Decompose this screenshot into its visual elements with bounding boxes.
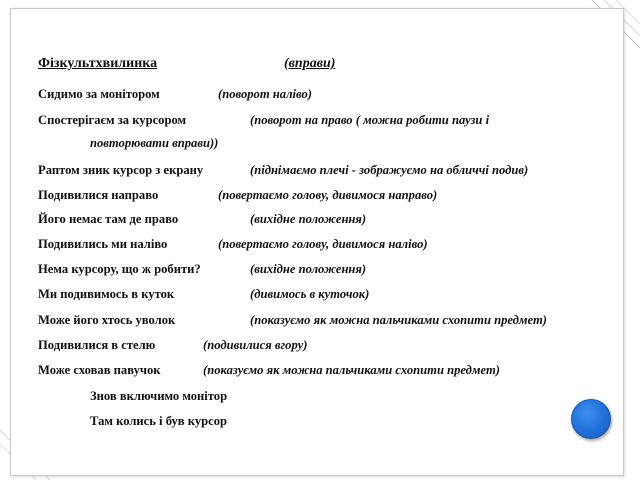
verse-action: (показуємо як можна пальчиками схопити предмет)	[250, 313, 547, 327]
verse-text: Раптом зник курсор з екрану	[38, 163, 204, 177]
verse-line	[38, 338, 308, 353]
verse-line	[38, 287, 370, 302]
verse-line	[38, 188, 438, 203]
verse-action: (повертаємо голову, дивимося наліво)	[218, 237, 428, 251]
slide-subtitle: (вправи)	[284, 56, 336, 71]
verse-line	[38, 87, 312, 102]
verse-action: (вихідне положення)	[250, 212, 367, 226]
verse-line	[38, 363, 500, 378]
verse-text: Може його хтось уволок	[38, 313, 176, 327]
verse-action-continuation: повторювати вправи))	[90, 136, 219, 150]
verse-line	[38, 113, 490, 128]
blue-circle-button[interactable]	[571, 399, 611, 439]
verse-line	[38, 163, 529, 178]
verse-text: Подивились ми наліво	[38, 237, 168, 251]
ending-line: Знов включимо монітор	[90, 389, 228, 403]
verse-text: Може сховав павучок	[38, 363, 161, 377]
verse-text: Спостерігаєм за курсором	[38, 113, 187, 127]
verse-text: Сидимо за монітором	[38, 87, 160, 101]
verse-line	[38, 212, 367, 227]
verse-action: (вихідне положення)	[250, 262, 367, 276]
verse-action: (повертаємо голову, дивимося направо)	[218, 188, 438, 202]
verse-action: (поворот наліво)	[218, 87, 312, 101]
verse-text: Подивилися в стелю	[38, 338, 156, 352]
verse-action: (показуємо як можна пальчиками схопити предмет)	[203, 363, 500, 377]
slide-title: Фізкультхвилинка	[38, 56, 158, 71]
verse-action: (поворот на право ( можна робити паузи і	[250, 113, 490, 127]
verse-text: Ми подивимось в куток	[38, 287, 175, 301]
verse-action: (подивилися вгору)	[203, 338, 308, 352]
verse-text: Нема курсору, що ж робити?	[38, 262, 201, 276]
verse-text: Подивилися направо	[38, 188, 159, 202]
verse-line	[38, 237, 428, 252]
verse-action: (піднімаємо плечі - зображуємо на обличчі подив)	[250, 163, 529, 177]
title-row	[38, 56, 336, 72]
verse-action: (дивимось в куточок)	[250, 287, 370, 301]
ending-line: Там колись і був курсор	[90, 414, 228, 428]
verse-line	[38, 313, 547, 328]
verse-line	[38, 262, 367, 277]
verse-text: Його немає там де право	[38, 212, 179, 226]
